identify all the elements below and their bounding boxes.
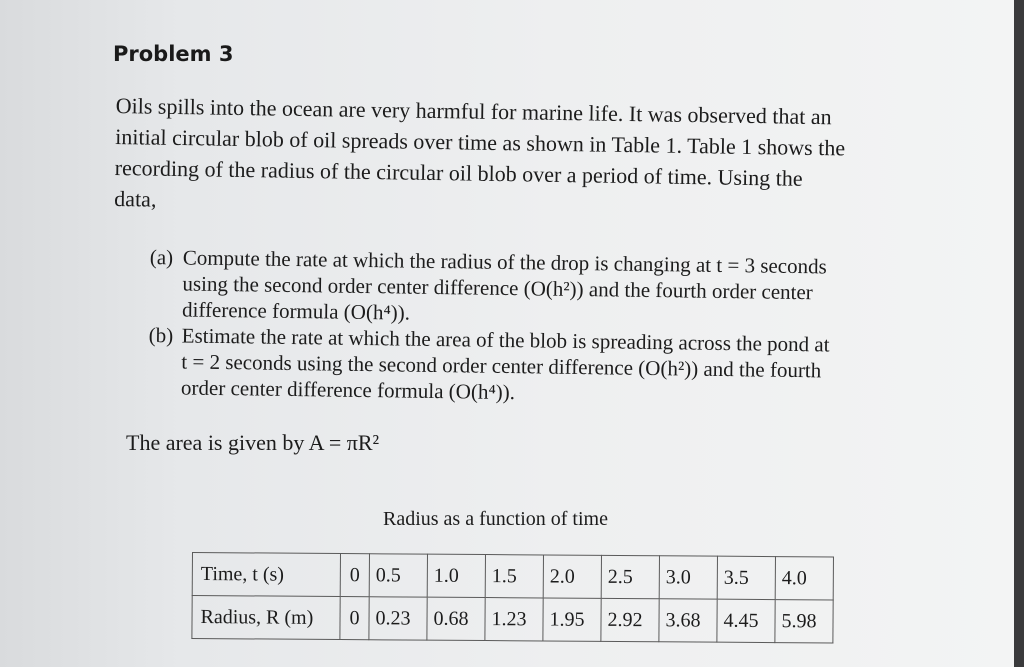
question-label: (b) <box>148 322 174 348</box>
radius-header: Radius, R (m) <box>192 596 340 640</box>
radius-table <box>191 552 834 643</box>
question-line: Estimate the rate at which the area of the blob is spreading across the pond at <box>181 323 830 357</box>
table-cell: 1.95 <box>543 598 601 641</box>
table-cell: 2.5 <box>601 555 659 598</box>
table-cell: 0 <box>340 554 369 597</box>
table-cell: 4.45 <box>717 599 775 642</box>
table-row <box>192 596 833 643</box>
table-cell: 1.0 <box>427 554 485 597</box>
table-cell: 3.0 <box>659 556 717 599</box>
intro-line: recording of the radius of the circular oil blob over a period of time. Using the <box>114 154 803 191</box>
question-line: Compute the rate at which the radius of the drop is changing at t = 3 seconds <box>182 245 827 279</box>
area-formula: The area is given by A = πR² <box>126 430 380 455</box>
problem-intro <box>114 90 916 227</box>
question-label: (a) <box>149 244 174 270</box>
table-cell: 5.98 <box>775 600 833 643</box>
table-cell: 0 <box>340 597 369 640</box>
problem-title: Problem 3 <box>113 42 234 66</box>
intro-line: data, <box>114 185 157 212</box>
question-line: using the second order center difference (O(h²)) and the fourth order center <box>182 271 813 305</box>
table-caption: Radius as a function of time <box>383 508 608 530</box>
table-cell: 1.23 <box>485 598 543 641</box>
table-cell: 0.23 <box>369 597 427 640</box>
question-list <box>148 244 910 411</box>
question-line: order center difference formula (O(h⁴)). <box>180 375 516 405</box>
table-cell: 2.0 <box>543 555 601 598</box>
table-cell: 4.0 <box>775 557 833 600</box>
question-b <box>148 322 909 411</box>
table-cell: 2.92 <box>601 598 659 641</box>
table-cell: 1.5 <box>485 555 543 598</box>
question-line: t = 2 seconds using the second order center difference (O(h²)) and the fourth <box>181 349 822 383</box>
table-cell: 0.68 <box>427 597 485 640</box>
time-header: Time, t (s) <box>192 553 340 597</box>
table-cell: 3.68 <box>659 599 717 642</box>
table-cell: 0.5 <box>369 554 427 597</box>
table-row <box>192 553 833 600</box>
question-a <box>149 244 910 333</box>
intro-line: Oils spills into the ocean are very harmful for marine life. It was observed that an <box>115 92 832 130</box>
question-line: difference formula (O(h⁴)). <box>181 297 411 325</box>
intro-line: initial circular blob of oil spreads over time as shown in Table 1. Table 1 shows the <box>115 123 846 161</box>
table-cell: 3.5 <box>717 556 775 599</box>
